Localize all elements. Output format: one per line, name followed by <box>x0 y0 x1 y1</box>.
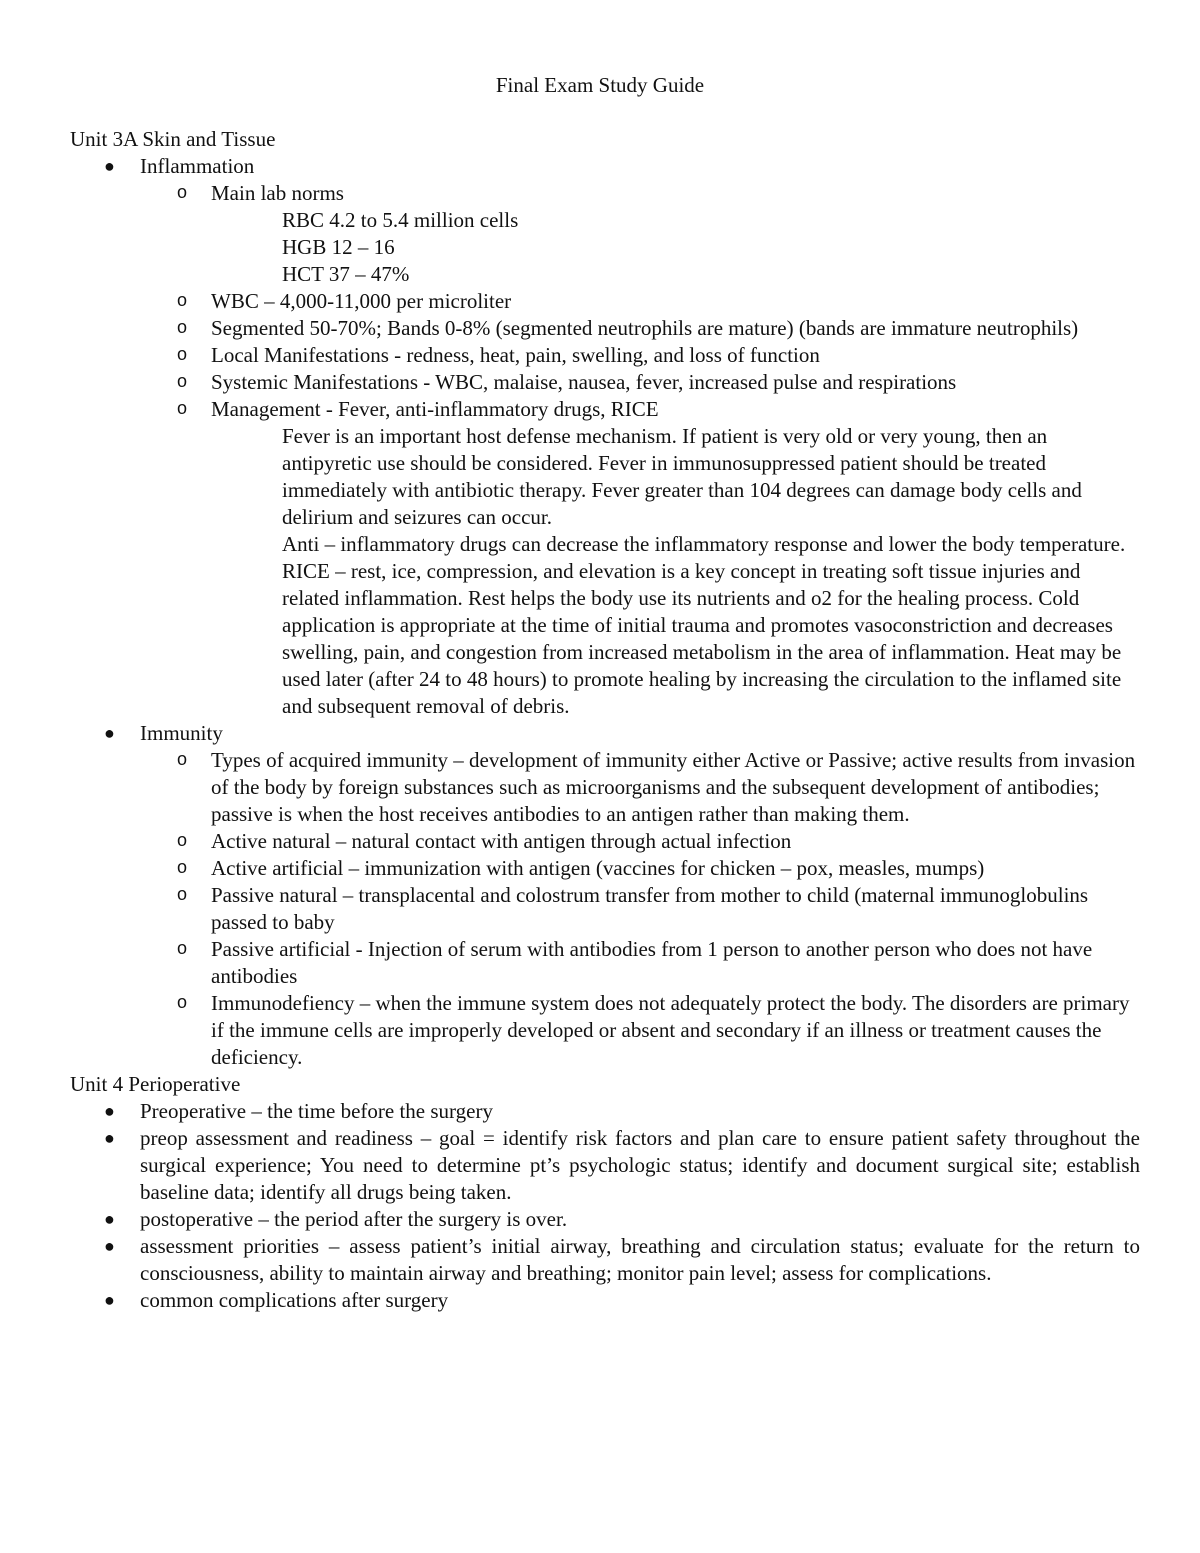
fever-paragraph: Fever is an important host defense mechanism. If patient is very old or very young, then an antipyretic use should be considered. Fever in immunosuppressed patient should be treated immediately with antibiotic therapy. Fever greater than 104 degrees can damage body cells and delirium and seizures can occur. <box>282 424 1082 529</box>
bullet-text: Preoperative – the time before the surgery <box>140 1099 493 1123</box>
bullet-marker: ● <box>104 1128 115 1148</box>
sub-bullet-marker: o <box>177 884 188 904</box>
document-body <box>70 126 1140 1314</box>
sub-bullet-marker: o <box>177 749 188 769</box>
sub-bullet-text: Management - Fever, anti-inflammatory drugs, RICE <box>211 397 659 421</box>
bullet-text: postoperative – the period after the surgery is over. <box>140 1207 568 1231</box>
sub-bullet-local <box>70 342 1140 369</box>
anti-inflammatory-paragraph: Anti – inflammatory drugs can decrease the inflammatory response and lower the body temperature. <box>282 532 1126 556</box>
sub-bullet-marker: o <box>177 992 188 1012</box>
bullet-marker: ● <box>104 723 115 743</box>
sub-bullet-active-natural <box>70 828 1140 855</box>
bullet-preop-assessment <box>70 1125 1140 1206</box>
sub-bullet-text: Active natural – natural contact with antigen through actual infection <box>211 829 792 853</box>
document-title: Final Exam Study Guide <box>495 73 705 97</box>
sub-bullet-management <box>70 396 1140 423</box>
sub-bullet-text: Systemic Manifestations - WBC, malaise, nausea, fever, increased pulse and respirations <box>211 370 957 394</box>
sub-bullet-marker: o <box>177 857 188 877</box>
sub-bullet-immunodeficiency <box>70 990 1140 1071</box>
lab-hgb: HGB 12 – 16 <box>282 235 395 259</box>
sub-bullet-active-artificial <box>70 855 1140 882</box>
sub-bullet-marker: o <box>177 371 188 391</box>
bullet-immunity <box>70 720 1140 747</box>
sub-bullet-lab-norms <box>70 180 1140 207</box>
bullet-text: preop assessment and readiness – goal = identify risk factors and plan care to ensure patient safety throughout the surgical experience; You need to determine pt’s psychologic status; identify and document surgical site; establish baseline data; identify all drugs being taken. <box>140 1126 1140 1204</box>
sub-bullet-passive-artificial <box>70 936 1140 990</box>
sub-bullet-marker: o <box>177 398 188 418</box>
sub-bullet-text: Active artificial – immunization with antigen (vaccines for chicken – pox, measles, mumps) <box>211 856 985 880</box>
bullet-assessment-priorities <box>70 1233 1140 1287</box>
sub-bullet-acquired-types <box>70 747 1140 828</box>
sub-bullet-text: Passive natural – transplacental and colostrum transfer from mother to child (maternal immunoglobulins passed to baby <box>211 883 1089 934</box>
bullet-marker: ● <box>104 156 115 176</box>
sub-bullet-marker: o <box>177 317 188 337</box>
sub-bullet-text: Main lab norms <box>211 181 344 205</box>
sub-bullet-marker: o <box>177 938 188 958</box>
sub-bullet-text: Local Manifestations - redness, heat, pain, swelling, and loss of function <box>211 343 820 367</box>
bullet-inflammation <box>70 153 1140 180</box>
rice-paragraph: RICE – rest, ice, compression, and elevation is a key concept in treating soft tissue injuries and related inflammation. Rest helps the body use its nutrients and o2 for the healing process. Cold application is appropriate at the time of initial trauma and promotes vasoconstriction and decreases swelling, pain, and congestion from increased metabolism in the area of inflammation. Heat may be used later (after 24 to 48 hours) to promote healing by increasing the circulation to the inflamed site and subsequent removal of debris. <box>282 559 1122 718</box>
bullet-preoperative <box>70 1098 1140 1125</box>
bullet-marker: ● <box>104 1236 115 1256</box>
sub-bullet-marker: o <box>177 182 188 202</box>
sub-bullet-text: WBC – 4,000-11,000 per microliter <box>211 289 512 313</box>
bullet-text: Immunity <box>140 721 223 745</box>
sub-bullet-marker: o <box>177 830 188 850</box>
bullet-marker: ● <box>104 1209 115 1229</box>
unit-4-heading: Unit 4 Perioperative <box>70 1072 241 1096</box>
sub-bullet-systemic <box>70 369 1140 396</box>
sub-bullet-segmented <box>70 315 1140 342</box>
sub-bullet-wbc <box>70 288 1140 315</box>
sub-bullet-marker: o <box>177 290 188 310</box>
bullet-common-complications <box>70 1287 1140 1314</box>
unit-3a-heading: Unit 3A Skin and Tissue <box>70 127 276 151</box>
lab-rbc: RBC 4.2 to 5.4 million cells <box>282 208 519 232</box>
bullet-marker: ● <box>104 1101 115 1121</box>
sub-bullet-text: Passive artificial - Injection of serum with antibodies from 1 person to another person who does not have antibodies <box>211 937 1093 988</box>
bullet-text: assessment priorities – assess patient’s initial airway, breathing and circulation status; evaluate for the return to consciousness, ability to maintain airway and breathing; monitor pain level; assess for complications. <box>140 1234 1140 1285</box>
sub-bullet-passive-natural <box>70 882 1140 936</box>
sub-bullet-text: Types of acquired immunity – development of immunity either Active or Passive; active results from invasion of the body by foreign substances such as microorganisms and the subsequent development of antibodies; passive is when the host receives antibodies to an antigen rather than making them. <box>211 748 1136 826</box>
bullet-text: Inflammation <box>140 154 255 178</box>
lab-hct: HCT 37 – 47% <box>282 262 410 286</box>
sub-bullet-text: Segmented 50-70%; Bands 0-8% (segmented neutrophils are mature) (bands are immature neutrophils) <box>211 316 1079 340</box>
bullet-marker: ● <box>104 1290 115 1310</box>
sub-bullet-text: Immunodefiency – when the immune system does not adequately protect the body. The disorders are primary if the immune cells are improperly developed or absent and secondary if an illness or treatment causes the deficiency. <box>211 991 1130 1069</box>
bullet-postoperative <box>70 1206 1140 1233</box>
bullet-text: common complications after surgery <box>140 1288 449 1312</box>
sub-bullet-marker: o <box>177 344 188 364</box>
